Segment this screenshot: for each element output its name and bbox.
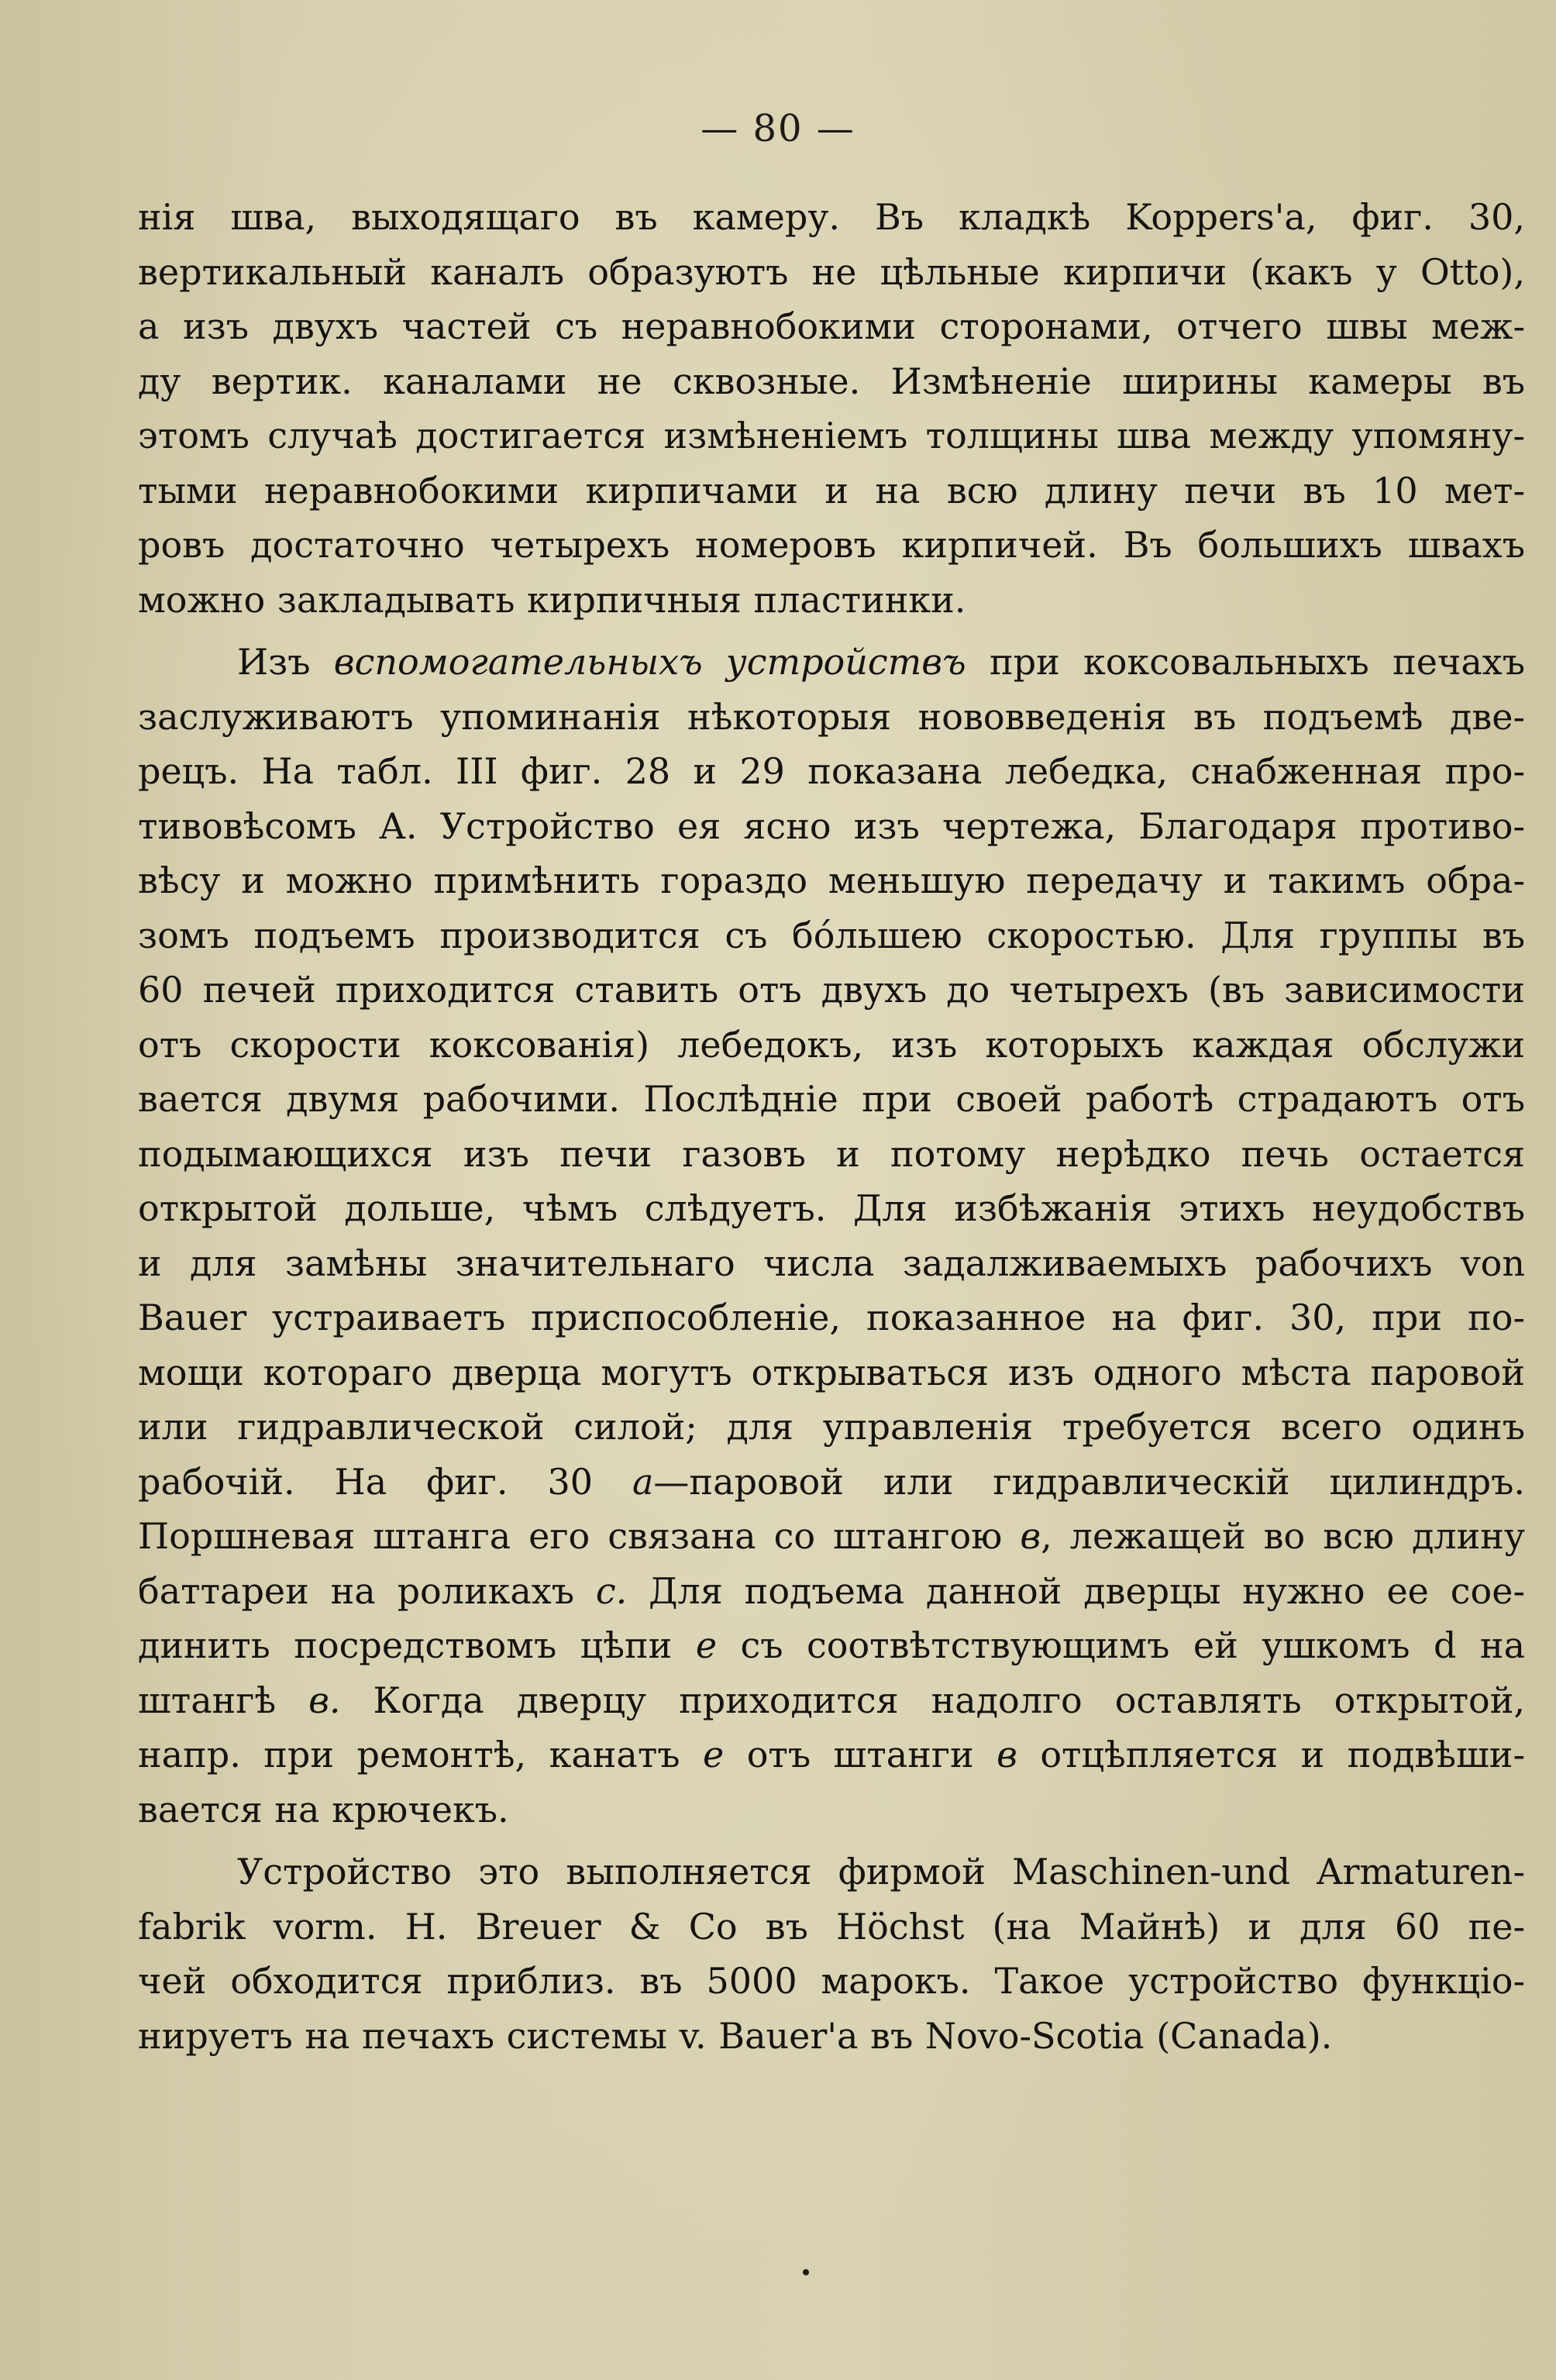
text-line: а изъ двухъ частей съ неравнобокими сторонами, отчего швы меж- <box>138 305 1525 347</box>
rich-lines <box>138 1455 1525 1838</box>
text-run: Когда дверцу приходится надолго оставлять открытой, <box>340 1679 1526 1721</box>
paragraph-gap <box>138 627 1525 635</box>
text-line: зомъ подъемъ производится съ бо́льшею скоростью. Для группы въ <box>138 914 1525 956</box>
text-line <box>138 1455 1525 1510</box>
text-line: открытой дольше, чѣмъ слѣдуетъ. Для избѣжанія этихъ неудобствъ <box>138 1187 1525 1229</box>
text-line: тивовѣсомъ А. Устройство ея ясно изъ чертежа, Благодаря противо- <box>138 804 1525 847</box>
paragraph-gap <box>138 1837 1525 1844</box>
text-line: ду вертик. каналами не сквозные. Измѣненіе ширины камеры въ <box>138 360 1525 402</box>
paragraph-1 <box>138 190 1525 627</box>
text-run: отъ штанги <box>724 1734 997 1776</box>
text-line-first <box>138 635 1525 690</box>
text-line: нируетъ на печахъ системы v. Bauer'a въ Novo-Scotia (Canada). <box>138 2014 1333 2057</box>
text-line <box>138 1564 1525 1619</box>
text-run: Изъ <box>237 641 334 683</box>
text-line: подымающихся изъ печи газовъ и потому нерѣдко печь остается <box>138 1132 1525 1175</box>
text-line: нія шва, выходящаго въ камеру. Въ кладкѣ Koppers'a, фиг. 30, <box>138 196 1525 238</box>
italic-run: в <box>1020 1515 1041 1557</box>
text-run: баттареи на роликахъ <box>138 1569 596 1612</box>
paragraph-3 <box>138 1844 1525 2063</box>
text-line: чей обходится приблиз. въ 5000 марокъ. Такое устройство функціо- <box>138 1960 1525 2002</box>
text-line: заслуживаютъ упоминанія нѣкоторыя нововведенія въ подъемѣ две- <box>138 695 1525 738</box>
body-text <box>138 190 1525 2063</box>
text-line <box>138 1673 1525 1728</box>
text-line: этомъ случаѣ достигается измѣненіемъ толщины шва между упомяну- <box>138 415 1525 456</box>
text-run: отцѣпляется и подвѣши- <box>1017 1734 1525 1776</box>
text-run: вается на крючекъ. <box>138 1788 509 1831</box>
text-line: можно закладывать кирпичныя пластинки. <box>138 578 966 621</box>
text-run: Поршневая штанга его связана со штангою <box>138 1515 1021 1557</box>
text-line <box>138 1727 1525 1782</box>
text-line: fabrik vorm. H. Breuer & Co въ Höchst (на Майнѣ) и для 60 пе- <box>138 1905 1525 1948</box>
italic-run: а <box>632 1460 654 1503</box>
text-run: съ соотвѣтствующимъ ей ушкомъ d на <box>717 1624 1526 1666</box>
italic-run: е <box>703 1734 725 1776</box>
text-line: и для замѣны значительнаго числа задалживаемыхъ рабочихъ von <box>138 1242 1525 1284</box>
text-run: , лежащей во всю длину <box>1041 1515 1526 1557</box>
text-line: или гидравлической силой; для управленія требуется всего одинъ <box>138 1406 1525 1448</box>
text-line: 60 печей приходится ставить отъ двухъ до четырехъ (въ зависимости <box>138 969 1525 1011</box>
paragraph-2 <box>138 635 1525 1837</box>
italic-run: с. <box>595 1569 628 1612</box>
page-number: — 80 — <box>701 107 855 150</box>
text-run: рабочій. На фиг. 30 <box>138 1460 632 1503</box>
italic-run: в. <box>308 1679 341 1721</box>
text-run: Для подъема данной дверцы нужно ее сое- <box>627 1569 1525 1612</box>
text-line: вѣсу и можно примѣнить гораздо меньшую передачу и такимъ обра- <box>138 859 1525 901</box>
text-line <box>138 1509 1525 1564</box>
text-line <box>138 1782 1525 1838</box>
text-run: при коксовальныхъ печахъ <box>966 641 1526 683</box>
italic-run: вспомогательныхъ устройствъ <box>333 641 966 683</box>
text-line: рецъ. На табл. III фиг. 28 и 29 показана лебедка, снабженная про- <box>138 750 1525 792</box>
text-line <box>138 1618 1525 1673</box>
text-line: ровъ достаточно четырехъ номеровъ кирпичей. Въ большихъ швахъ <box>138 524 1525 566</box>
ink-dot <box>803 2269 809 2275</box>
text-run: —паровой или гидравлическій цилиндръ. <box>653 1460 1525 1503</box>
italic-run: е <box>695 1624 718 1666</box>
text-line: вертикальный каналъ образуютъ не цѣльные кирпичи (какъ у Otto), <box>138 250 1525 293</box>
italic-run: в <box>997 1734 1017 1776</box>
text-line: тыми неравнобокими кирпичами и на всю длину печи въ 10 мет- <box>138 469 1525 511</box>
text-run: динить посредствомъ цѣпи <box>138 1624 696 1666</box>
text-line: мощи котораго дверца могутъ открываться изъ одного мѣста паровой <box>138 1351 1525 1393</box>
text-run: напр. при ремонтѣ, канатъ <box>138 1734 703 1776</box>
text-line: вается двумя рабочими. Послѣдніе при своей работѣ страдаютъ отъ <box>138 1078 1525 1120</box>
text-run: штангѣ <box>138 1679 309 1721</box>
text-line: Устройство это выполняется фирмой Maschinen-und Armaturen- <box>237 1851 1525 1893</box>
text-line: Bauer устраиваетъ приспособленіе, показанное на фиг. 30, при по- <box>138 1297 1525 1338</box>
text-line: отъ скорости коксованія) лебедокъ, изъ которыхъ каждая обслужи <box>138 1023 1525 1066</box>
